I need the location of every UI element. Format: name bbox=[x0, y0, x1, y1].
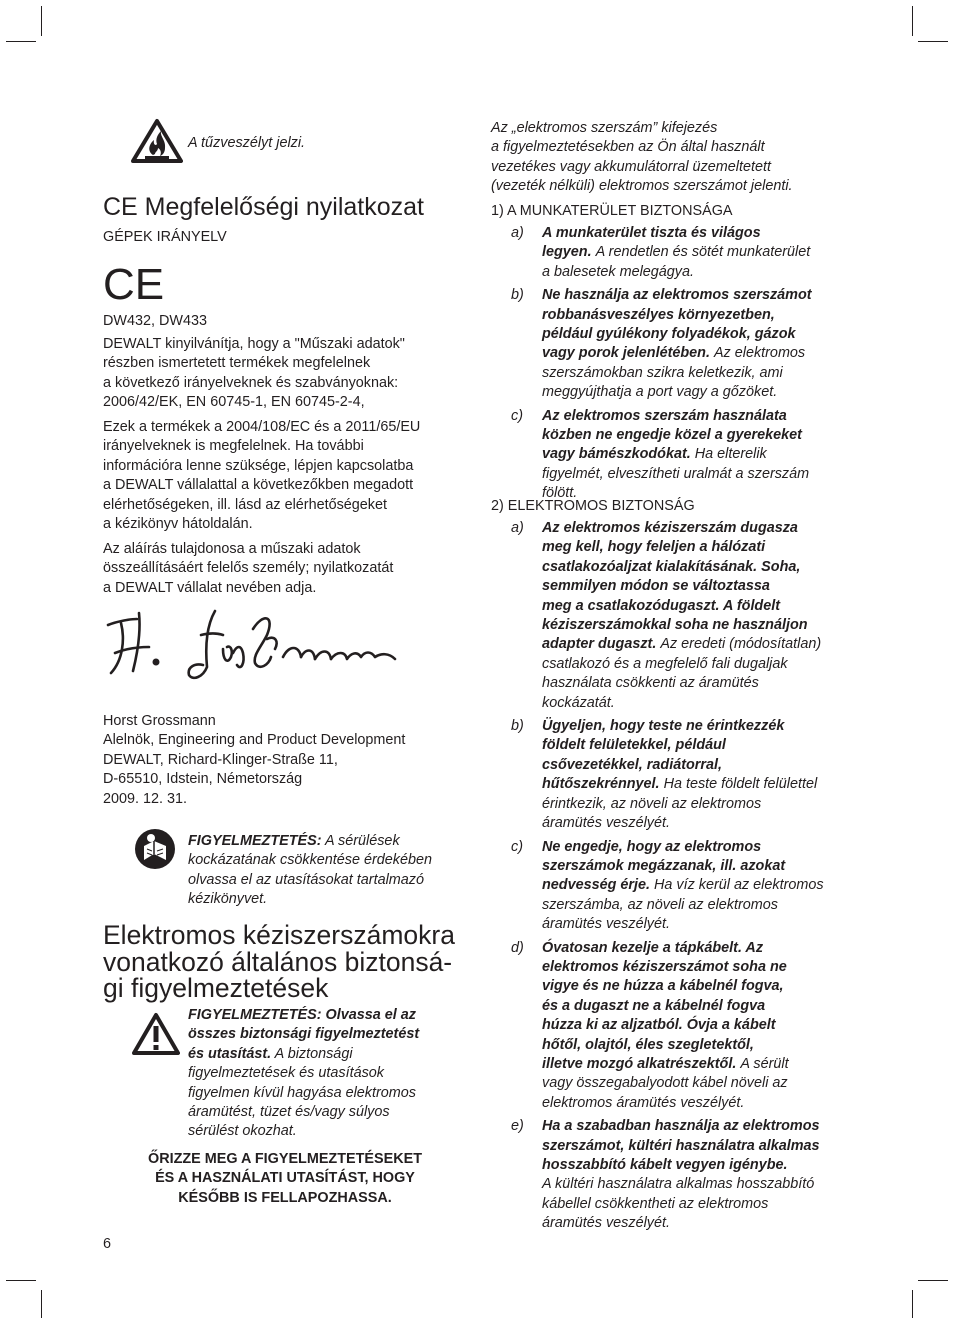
fire-warning-text: A tűzveszélyt jelzi. bbox=[188, 135, 306, 151]
list-item: c) Az elektromos szerszám használata közben ne engedje közel a gyerekeket vagy bámészkodókat. Ha elterelik figyelmét, elveszítheti uralmát a szerszám fölött. bbox=[511, 407, 810, 502]
section-heading: 2) ELEKTROMOS BIZTONSÁG bbox=[491, 498, 695, 514]
read-manual-icon bbox=[134, 828, 176, 870]
crop-mark bbox=[41, 6, 42, 36]
signer-block: Horst Grossmann Alelnök, Engineering and Product Development DEWALT, Richard-Klinger-Straße 11, D-65510, Idstein, Németország 2009. 12. 31. bbox=[103, 713, 406, 807]
fire-hazard-icon bbox=[131, 118, 183, 164]
manual-warning-label: FIGYELMEZTETÉS: bbox=[188, 833, 322, 849]
section-work-area bbox=[491, 202, 891, 508]
ce-mark bbox=[103, 262, 173, 302]
section-heading: 1) A MUNKATERÜLET BIZTONSÁGA bbox=[491, 203, 733, 219]
crop-mark bbox=[6, 1280, 36, 1281]
manual-warning: FIGYELMEZTETÉS: A sérülések kockázatának csökkentése érdekében olvassa el az utasításokat tartalmazó kézikönyvet. bbox=[188, 833, 432, 908]
crop-mark bbox=[918, 41, 948, 42]
general-warning: FIGYELMEZTETÉS: Olvassa el az összes biztonsági figyelmeztetést és utasítást. A biztonsági figyelmeztetések és utasítások figyelmen kívül hagyása elektromos áramütést, tüzet és/vagy súlyos sérülést okozhat. bbox=[188, 1007, 420, 1140]
ce-models: DW432, DW433 bbox=[103, 313, 207, 329]
crop-mark bbox=[912, 6, 913, 36]
list-item: c) Ne engedje, hogy az elektromos szerszámok megázzanak, ill. azokat nedvesség érje. Ha víz kerül az elektromos szerszámba, az növeli az elektromos áramütés veszélyét. bbox=[511, 838, 824, 933]
general-warnings-heading: Elektromos kéziszerszámokra vonatkozó általános biztonsá- gi figyelmeztetések bbox=[103, 920, 455, 1003]
warning-icon bbox=[132, 1012, 180, 1056]
list-item: a) Az elektromos kéziszerszám dugasza meg kell, hogy feleljen a hálózati csatlakozóaljzat kialakításának. Soha, semmilyen módon se változtassa meg a csatlakozódugaszt. A földelt kéziszerszámokkal soha ne használjon adapter dugaszt. Az eredeti (módosítatlan) csatlakozó és a megfelelő fali dugaljak használata csökkenti az áramütés kockázatát. bbox=[511, 520, 822, 711]
list-item: b) Ügyeljen, hogy teste ne érintkezzék földelt felületekkel, például csővezetékkel, radiátorral, hűtőszekrénnyel. Ha teste földelt felülettel érintkezik, az növeli az elektromos áramütés veszélyét. bbox=[511, 718, 818, 832]
section-electrical-safety bbox=[491, 497, 891, 1238]
signature bbox=[103, 605, 398, 685]
svg-text:CE: CE bbox=[103, 262, 165, 302]
list-item: a) A munkaterület tiszta és világos legyen. A rendetlen és sötét munkaterület a balesetek melegágya. bbox=[511, 225, 811, 280]
definition-intro: Az „elektromos szerszám” kifejezés a figyelmeztetésekben az Ön által használt vezetékes vagy akkumulátorral üzemeltetett (vezeték nélküli) elektromos szerszámot jelenti. bbox=[491, 120, 793, 195]
page-number: 6 bbox=[103, 1236, 112, 1252]
list-item: b) Ne használja az elektromos szerszámot robbanásveszélyes környezetben, például gyúlékony folyadékok, gázok vagy porok jelenlétében. Az elektromos szerszámokban szikra keletkezik, ami meggyújthatja a port vagy a gőzöket. bbox=[511, 287, 812, 401]
ce-paragraph-1: DEWALT kinyilvánítja, hogy a "Műszaki adatok" részben ismertetett termékek megfelelnek a következő irányelveknek és szabványoknak: 2006/42/EK, EN 60745-1, EN 60745-2-4, bbox=[103, 336, 405, 411]
ce-heading: CE Megfelelőségi nyilatkozat bbox=[103, 193, 424, 221]
list-item: d) Óvatosan kezelje a tápkábelt. Az elektromos kéziszerszámot soha ne vigye és ne húzza a kábelnél fogva, és a dugaszt ne a kábelnél fogva húzza ki az aljzatból. Óvja a kábelt hőtől, olajtól, éles szegletektől, illetve mozgó alkatrészektől. A sérült vagy összegabalyodott kábel növeli az elektromos áramütés veszélyét. bbox=[511, 939, 789, 1111]
crop-mark bbox=[918, 1280, 948, 1281]
ce-paragraph-3: Az aláírás tulajdonosa a műszaki adatok összeállításáért felelős személy; nyilatkozatát a DEWALT vállalat nevében adja. bbox=[103, 541, 394, 596]
crop-mark bbox=[41, 1290, 42, 1318]
keep-instructions-notice: ŐRIZZE MEG A FIGYELMEZTETÉSEKET ÉS A HASZNÁLATI UTASÍTÁST, HOGY KÉSŐBB IS FELLAPOZHASSA. bbox=[148, 1151, 422, 1206]
ce-subheading: GÉPEK IRÁNYELV bbox=[103, 229, 227, 245]
ce-paragraph-2: Ezek a termékek a 2004/108/EC és a 2011/65/EU irányelveknek is megfelelnek. Ha további információra lenne szüksége, lépjen kapcsolatba a DEWALT vállalattal a következőkben megadott elérhetőségeken, ill. lásd az elérhetőségeket a kézikönyv hátoldalán. bbox=[103, 419, 421, 533]
list-item: e) Ha a szabadban használja az elektromos szerszámot, kültéri használatra alkalmas hosszabbító kábelt vegyen igénybe. A kültéri használatra alkalmas hosszabbító kábellel csökkentheti az elektromos áramütés veszélyét. bbox=[511, 1118, 820, 1232]
crop-mark bbox=[912, 1290, 913, 1318]
crop-mark bbox=[6, 41, 36, 42]
